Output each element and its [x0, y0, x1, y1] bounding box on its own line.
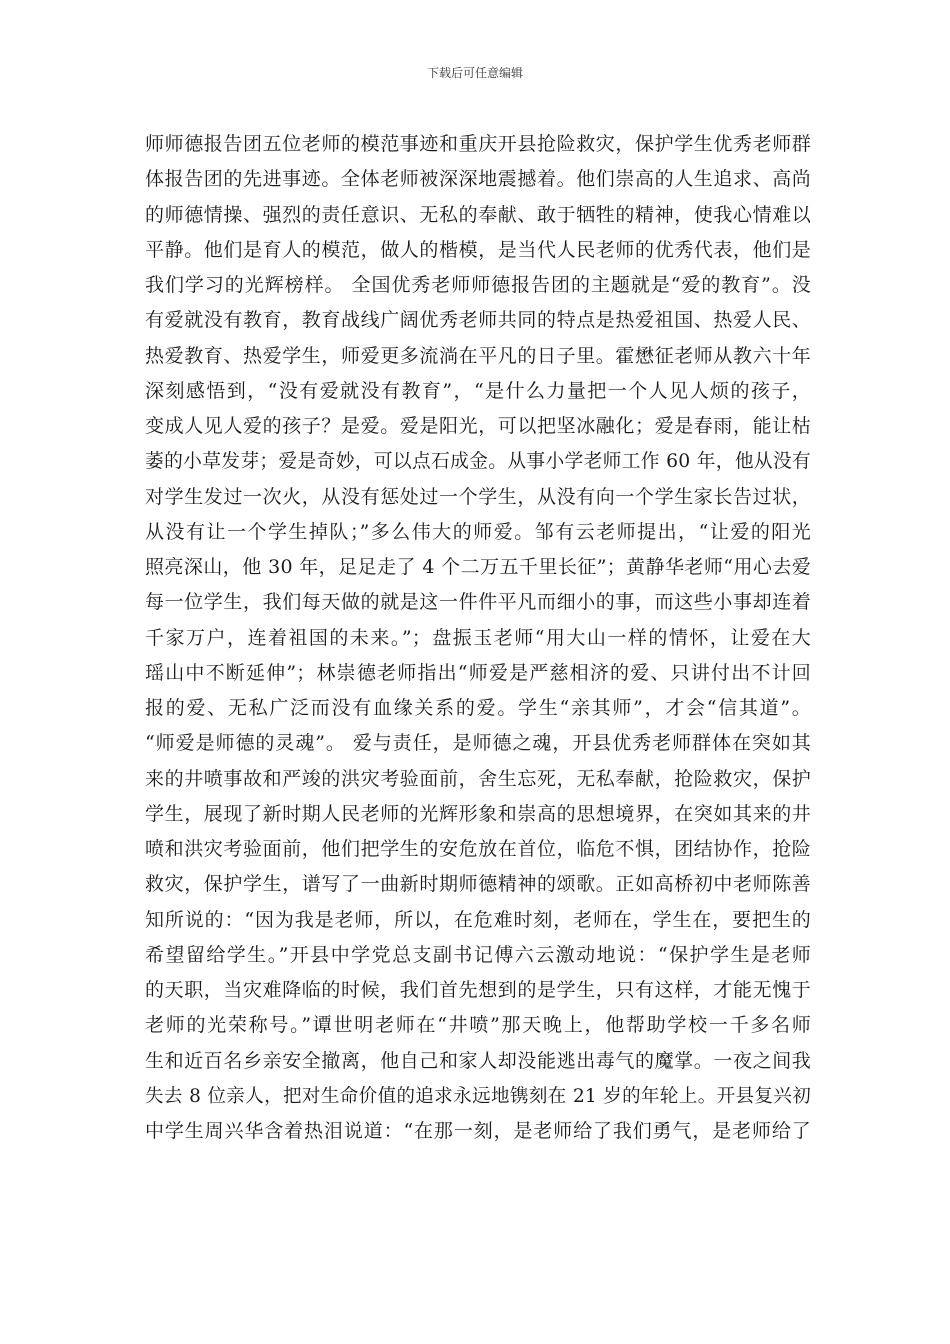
text-line: 千家万户，连着祖国的未来。”；盘振玉老师“用大山一样的情怀，让爱在大 [145, 626, 811, 649]
text-line: 变成人见人爱的孩子？是爱。爱是阳光，可以把坚冰融化；爱是春雨，能让枯 [145, 415, 811, 437]
text-line: 救灾，保护学生，谱写了一曲新时期师德精神的颂歌。正如高桥初中老师陈善 [145, 873, 811, 896]
text-line: 我们学习的光辉榜样。 全国优秀老师师德报告团的主题就是“爱的教育”。没 [145, 274, 811, 296]
text-line: 生和近百名乡亲安全撤离，他自己和家人却没能逃出毒气的魔掌。一夜之间我 [145, 1049, 811, 1072]
page-header: 下载后可任意编辑 [426, 66, 523, 80]
text-line: 体报告团的先进事迹。全体老师被深深地震撼着。他们崇高的人生追求、高尚 [145, 168, 811, 191]
text-line: 照亮深山，他 30 年，足足走了 4 个二万五千里长征”；黄静华老师“用心去爱 [145, 556, 811, 578]
text-line: 失去 8 位亲人，把对生命价值的追求永远地镌刻在 21 岁的年轮上。开县复兴初 [145, 1085, 811, 1107]
text-line: 的天职，当灾难降临的时候，我们首先想到的是学生，只有这样，才能无愧于 [145, 979, 811, 1001]
text-line: 喷和洪灾考验面前，他们把学生的安危放在首位，临危不惧，团结协作，抢险 [145, 838, 811, 860]
text-line: 瑶山中不断延伸”；林崇德老师指出“师爱是严慈相济的爱、只讲付出不计回 [145, 661, 811, 684]
text-line: 萎的小草发芽；爱是奇妙，可以点石成金。从事小学老师工作 60 年，他从没有 [145, 451, 811, 473]
text-line: 来的井喷事故和严竣的洪灾考验面前，舍生忘死，无私奉献，抢险救灾，保护 [145, 767, 811, 790]
text-line: 老师的光荣称号。”谭世明老师在“井喷”那天晚上，他帮助学校一千多名师 [145, 1014, 811, 1037]
text-line: 每一位学生，我们每天做的就是这一件件平凡而细小的事，而这些小事却连着 [145, 591, 811, 614]
text-line: 知所说的：“因为我是老师，所以，在危难时刻，老师在，学生在，要把生的 [145, 908, 811, 931]
text-line: 师师德报告团五位老师的模范事迹和重庆开县抢险救灾，保护学生优秀老师群 [145, 133, 811, 155]
text-line: 的师德情操、强烈的责任意识、无私的奉献、敢于牺牲的精神，使我心情难以 [145, 203, 811, 226]
text-line: 中学生周兴华含着热泪说道：“在那一刻，是老师给了我们勇气，是老师给了 [145, 1120, 811, 1142]
text-line: 学生，展现了新时期人民老师的光辉形象和崇高的思想境界，在突如其来的井 [145, 802, 811, 825]
text-line: 深刻感悟到，“没有爱就没有教育”，“是什么力量把一个人见人烦的孩子， [145, 379, 811, 402]
text-line: 希望留给学生。”开县中学党总支副书记傅六云激动地说：“保护学生是老师 [145, 943, 811, 966]
text-line: “师爱是师德的灵魂”。 爱与责任，是师德之魂，开县优秀老师群体在突如其 [145, 732, 811, 755]
text-line: 热爱教育、热爱学生，师爱更多流淌在平凡的日子里。霍懋征老师从教六十年 [145, 344, 811, 367]
text-line: 从没有让一个学生掉队；”多么伟大的师爱。邹有云老师提出，“让爱的阳光 [145, 520, 811, 543]
text-line: 平静。他们是育人的模范，做人的楷模，是当代人民老师的优秀代表，他们是 [145, 238, 811, 261]
text-line: 报的爱、无私广泛而没有血缘关系的爱。学生“亲其师”，才会“信其道”。 [145, 697, 811, 719]
document-body [145, 127, 811, 1149]
text-line: 对学生发过一次火，从没有惩处过一个学生，从没有向一个学生家长告过状， [145, 485, 811, 508]
text-line: 有爱就没有教育，教育战线广阔优秀老师共同的特点是热爱祖国、热爱人民、 [145, 309, 811, 332]
